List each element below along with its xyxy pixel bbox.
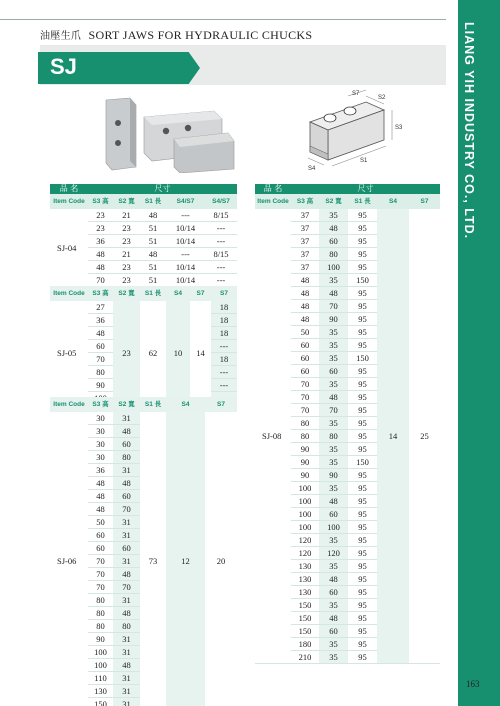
cell-s3: 90 [88, 633, 113, 646]
col-code: Item Code [50, 286, 88, 301]
cell-s2: 48 [319, 391, 348, 404]
cell-s2: 70 [113, 581, 140, 594]
cell-s1: 95 [348, 573, 377, 586]
cell-s2: 60 [319, 365, 348, 378]
cell-value: 48 [88, 248, 113, 261]
cell-s1: 95 [348, 300, 377, 313]
cell-s3: 37 [291, 235, 319, 248]
cell-s3: 37 [291, 248, 319, 261]
cell-s2: 35 [319, 339, 348, 352]
page-title-en: SORT JAWS FOR HYDRAULIC CHUCKS [88, 28, 313, 42]
cell-s1: 95 [348, 638, 377, 651]
cell-s3: 37 [291, 222, 319, 235]
cell-s1: 95 [348, 248, 377, 261]
table-sj05 [50, 286, 237, 405]
cell-s3: 36 [88, 464, 113, 477]
cell-s2: 60 [113, 490, 140, 503]
cell-s3: 80 [88, 620, 113, 633]
cell-value: 10/14 [166, 274, 205, 287]
cell-s3: 80 [88, 594, 113, 607]
cell-s2: 35 [319, 352, 348, 365]
cell-s1: 95 [348, 339, 377, 352]
cell-value: 23 [88, 222, 113, 235]
cell-s3: 48 [88, 503, 113, 516]
cell-s3: 30 [88, 412, 113, 425]
cell-s2: 31 [113, 646, 140, 659]
cell-s1: 95 [348, 547, 377, 560]
cell-s2: 100 [319, 521, 348, 534]
cell-s2: 120 [319, 547, 348, 560]
cell-s2: 80 [113, 620, 140, 633]
cell-s3: 70 [291, 378, 319, 391]
cell-s2: 100 [319, 261, 348, 274]
cell-s2: 35 [319, 638, 348, 651]
cell-value: --- [205, 222, 237, 235]
cell-s3: 110 [88, 672, 113, 685]
cell-s1: 95 [348, 469, 377, 482]
cell-s1: 150 [348, 352, 377, 365]
cell-s1: 95 [348, 586, 377, 599]
cell-s3: 80 [291, 430, 319, 443]
cell-s3: 30 [88, 451, 113, 464]
cell-s2: 60 [319, 235, 348, 248]
company-name: LIANG YIH INDUSTRY CO., LTD. [462, 22, 476, 240]
cell-s7b: --- [211, 379, 237, 392]
cell-s4: 14 [377, 209, 409, 664]
col-s4s7: S4/S7 [205, 194, 237, 209]
label-s7: S7 [352, 91, 360, 97]
cell-s3: 120 [291, 534, 319, 547]
col-s2: S2 寬 [113, 397, 140, 412]
cell-s2: 35 [319, 456, 348, 469]
cell-s7b: 18 [211, 314, 237, 327]
cell-s2: 70 [319, 300, 348, 313]
cell-s1: 95 [348, 560, 377, 573]
cell-s1: 150 [348, 274, 377, 287]
cell-value: --- [205, 274, 237, 287]
group-header-dims: 尺寸 [88, 184, 237, 194]
cell-value: 21 [113, 209, 140, 222]
cell-s2: 35 [319, 378, 348, 391]
cell-s7b: 18 [211, 301, 237, 314]
cell-s2: 31 [113, 529, 140, 542]
cell-s2: 70 [319, 404, 348, 417]
cell-value: 23 [113, 274, 140, 287]
col-s3: S3 高 [291, 194, 319, 209]
cell-s3: 180 [291, 638, 319, 651]
cell-s1: 95 [348, 287, 377, 300]
cell-value: 23 [88, 209, 113, 222]
cell-s2: 35 [319, 443, 348, 456]
cell-s7b: 18 [211, 327, 237, 340]
cell-value: 48 [140, 209, 166, 222]
cell-s3: 50 [88, 516, 113, 529]
cell-s3: 70 [291, 391, 319, 404]
cell-s3: 80 [88, 366, 113, 379]
page-title [40, 27, 312, 43]
cell-s3: 48 [291, 313, 319, 326]
cell-value: 48 [88, 261, 113, 274]
cell-s2: 35 [319, 417, 348, 430]
cell-s3: 60 [88, 542, 113, 555]
cell-s3: 90 [88, 379, 113, 392]
cell-s3: 36 [88, 314, 113, 327]
cell-s7: 14 [190, 301, 211, 405]
cell-s2: 35 [319, 560, 348, 573]
cell-value: 51 [140, 235, 166, 248]
cell-s2: 48 [113, 568, 140, 581]
table-row [50, 209, 237, 222]
col-s7: S7 [211, 286, 237, 301]
cell-s3: 60 [88, 529, 113, 542]
cell-s3: 60 [291, 365, 319, 378]
cell-s3: 150 [88, 698, 113, 706]
cell-s1: 95 [348, 378, 377, 391]
cell-s2: 35 [319, 209, 348, 222]
cell-s2: 90 [319, 469, 348, 482]
cell-s2: 48 [319, 573, 348, 586]
cell-s3: 30 [88, 425, 113, 438]
cell-value: 23 [113, 235, 140, 248]
cell-s1: 95 [348, 417, 377, 430]
cell-value: 8/15 [205, 248, 237, 261]
cell-value: --- [166, 248, 205, 261]
cell-s3: 48 [291, 274, 319, 287]
table-sj08 [255, 184, 440, 664]
cell-s3: 80 [291, 417, 319, 430]
group-header-name: 品 名 [50, 184, 88, 194]
cell-s1: 95 [348, 261, 377, 274]
cell-s1: 95 [348, 326, 377, 339]
cell-s3: 70 [291, 404, 319, 417]
cell-s2: 35 [319, 482, 348, 495]
cell-s3: 150 [291, 625, 319, 638]
cell-s1: 95 [348, 430, 377, 443]
cell-s4: 12 [166, 412, 205, 706]
cell-s3: 100 [291, 508, 319, 521]
label-s1: S1 [360, 158, 368, 164]
cell-s2: 35 [319, 599, 348, 612]
item-code: SJ-08 [255, 209, 291, 664]
cell-s1: 95 [348, 209, 377, 222]
col-code: Item Code [255, 194, 291, 209]
cell-value: 21 [113, 248, 140, 261]
page-number: 163 [466, 679, 480, 689]
cell-s2: 35 [319, 534, 348, 547]
cell-s2: 60 [319, 625, 348, 638]
col-s4s7: S4/S7 [166, 194, 205, 209]
cell-s2: 31 [113, 698, 140, 706]
cell-s2: 35 [319, 326, 348, 339]
cell-value: 10/14 [166, 261, 205, 274]
cell-s3: 48 [88, 327, 113, 340]
cell-s2: 60 [113, 542, 140, 555]
cell-value: 70 [88, 274, 113, 287]
cell-s2: 48 [319, 222, 348, 235]
cell-value: 51 [140, 274, 166, 287]
group-header-name: 品 名 [255, 184, 291, 194]
cell-s2: 31 [113, 464, 140, 477]
cell-s3: 90 [291, 469, 319, 482]
col-s3: S3 高 [88, 194, 113, 209]
group-header-dims: 尺寸 [291, 184, 440, 194]
label-s3: S3 [395, 125, 403, 131]
cell-s2: 31 [113, 685, 140, 698]
item-code: SJ-06 [50, 412, 88, 706]
cell-s4: 10 [166, 301, 190, 405]
top-rule [0, 19, 446, 20]
cell-s3: 130 [291, 586, 319, 599]
cell-value: 51 [140, 222, 166, 235]
label-s4: S4 [308, 166, 316, 172]
cell-s3: 100 [291, 495, 319, 508]
cell-s1: 95 [348, 365, 377, 378]
cell-s1: 95 [348, 235, 377, 248]
col-s2: S2 寬 [113, 286, 140, 301]
cell-s7b: 18 [211, 353, 237, 366]
cell-s3: 48 [291, 287, 319, 300]
cell-s3: 90 [291, 443, 319, 456]
col-s3: S3 高 [88, 397, 113, 412]
item-code: SJ-05 [50, 301, 88, 405]
col-s7: S7 [190, 286, 211, 301]
cell-s2: 48 [113, 607, 140, 620]
col-s2: S2 寬 [113, 194, 140, 209]
cell-s7: 20 [205, 412, 237, 706]
cell-s2: 48 [113, 425, 140, 438]
cell-value: --- [166, 209, 205, 222]
jaw-photo [96, 95, 236, 173]
cell-s7: 25 [409, 209, 440, 664]
cell-s3: 80 [88, 607, 113, 620]
page-title-zh: 油壓生爪 [40, 31, 82, 42]
cell-s3: 150 [291, 612, 319, 625]
cell-s2: 31 [113, 672, 140, 685]
cell-s2: 31 [113, 516, 140, 529]
cell-s3: 70 [88, 555, 113, 568]
table-row [50, 412, 237, 425]
cell-value: --- [205, 261, 237, 274]
cell-s3: 130 [88, 685, 113, 698]
section-label: SJ [50, 54, 77, 79]
jaw-dimension-diagram [288, 86, 413, 176]
cell-s3: 50 [291, 326, 319, 339]
cell-s1: 95 [348, 625, 377, 638]
col-code: Item Code [50, 397, 88, 412]
cell-value: 10/14 [166, 222, 205, 235]
col-s4: S4 [166, 286, 190, 301]
cell-s3: 70 [88, 581, 113, 594]
cell-s2: 23 [113, 301, 140, 405]
cell-value: 36 [88, 235, 113, 248]
cell-s1: 150 [348, 456, 377, 469]
cell-s1: 95 [348, 443, 377, 456]
cell-s1: 95 [348, 482, 377, 495]
cell-s2: 80 [113, 451, 140, 464]
cell-s3: 100 [88, 646, 113, 659]
cell-s2: 35 [319, 651, 348, 664]
col-s3: S3 高 [88, 286, 113, 301]
cell-s1: 62 [140, 301, 166, 405]
cell-s2: 48 [319, 495, 348, 508]
col-s4: S4 [377, 194, 409, 209]
cell-s1: 95 [348, 508, 377, 521]
cell-s7b: --- [211, 366, 237, 379]
cell-s2: 31 [113, 633, 140, 646]
table-row [255, 209, 440, 222]
cell-value: 51 [140, 261, 166, 274]
col-s7: S7 [409, 194, 440, 209]
col-s7: S7 [205, 397, 237, 412]
cell-s1: 95 [348, 391, 377, 404]
cell-value: 10/14 [166, 235, 205, 248]
cell-s7b: --- [211, 340, 237, 353]
table-sj06 [50, 397, 237, 706]
cell-s3: 70 [88, 353, 113, 366]
cell-s3: 130 [291, 560, 319, 573]
cell-value: 8/15 [205, 209, 237, 222]
cell-s1: 95 [348, 534, 377, 547]
cell-s1: 95 [348, 612, 377, 625]
cell-s2: 48 [319, 287, 348, 300]
cell-s2: 35 [319, 274, 348, 287]
cell-s3: 90 [291, 456, 319, 469]
cell-s3: 130 [291, 573, 319, 586]
cell-s3: 60 [291, 339, 319, 352]
table-row [50, 301, 237, 314]
cell-value: 23 [113, 222, 140, 235]
cell-s1: 95 [348, 404, 377, 417]
col-s1: S1 長 [140, 397, 166, 412]
cell-value: --- [205, 235, 237, 248]
cell-s1: 95 [348, 651, 377, 664]
col-s1: S1 長 [140, 286, 166, 301]
cell-s3: 100 [88, 659, 113, 672]
cell-s3: 48 [291, 300, 319, 313]
cell-s2: 48 [113, 477, 140, 490]
cell-s3: 37 [291, 209, 319, 222]
label-s2: S2 [378, 95, 386, 101]
cell-s3: 100 [291, 482, 319, 495]
cell-s1: 95 [348, 313, 377, 326]
cell-s1: 95 [348, 495, 377, 508]
cell-s3: 48 [88, 477, 113, 490]
cell-value: 48 [140, 248, 166, 261]
cell-s1: 95 [348, 222, 377, 235]
cell-s3: 37 [291, 261, 319, 274]
table-sj04 [50, 184, 237, 287]
cell-s3: 210 [291, 651, 319, 664]
cell-s2: 80 [319, 430, 348, 443]
cell-s2: 48 [113, 659, 140, 672]
cell-s3: 60 [88, 340, 113, 353]
cell-s2: 80 [319, 248, 348, 261]
cell-s3: 120 [291, 547, 319, 560]
col-s4: S4 [166, 397, 205, 412]
cell-s3: 100 [291, 521, 319, 534]
cell-s1: 73 [140, 412, 166, 706]
col-s1: S1 長 [348, 194, 377, 209]
col-s2: S2 寬 [319, 194, 348, 209]
cell-s3: 27 [88, 301, 113, 314]
cell-value: 23 [113, 261, 140, 274]
cell-s2: 70 [113, 503, 140, 516]
cell-s1: 95 [348, 599, 377, 612]
col-s1: S1 長 [140, 194, 166, 209]
cell-s1: 95 [348, 521, 377, 534]
cell-s3: 150 [291, 599, 319, 612]
cell-s2: 48 [319, 612, 348, 625]
cell-s2: 31 [113, 412, 140, 425]
cell-s2: 60 [319, 586, 348, 599]
cell-s2: 31 [113, 594, 140, 607]
cell-s3: 30 [88, 438, 113, 451]
cell-s2: 90 [319, 313, 348, 326]
cell-s3: 60 [291, 352, 319, 365]
cell-s2: 31 [113, 555, 140, 568]
cell-s2: 60 [113, 438, 140, 451]
cell-s3: 70 [88, 568, 113, 581]
col-code: Item Code [50, 194, 88, 209]
item-code: SJ-04 [50, 209, 88, 287]
cell-s3: 48 [88, 490, 113, 503]
cell-s2: 60 [319, 508, 348, 521]
